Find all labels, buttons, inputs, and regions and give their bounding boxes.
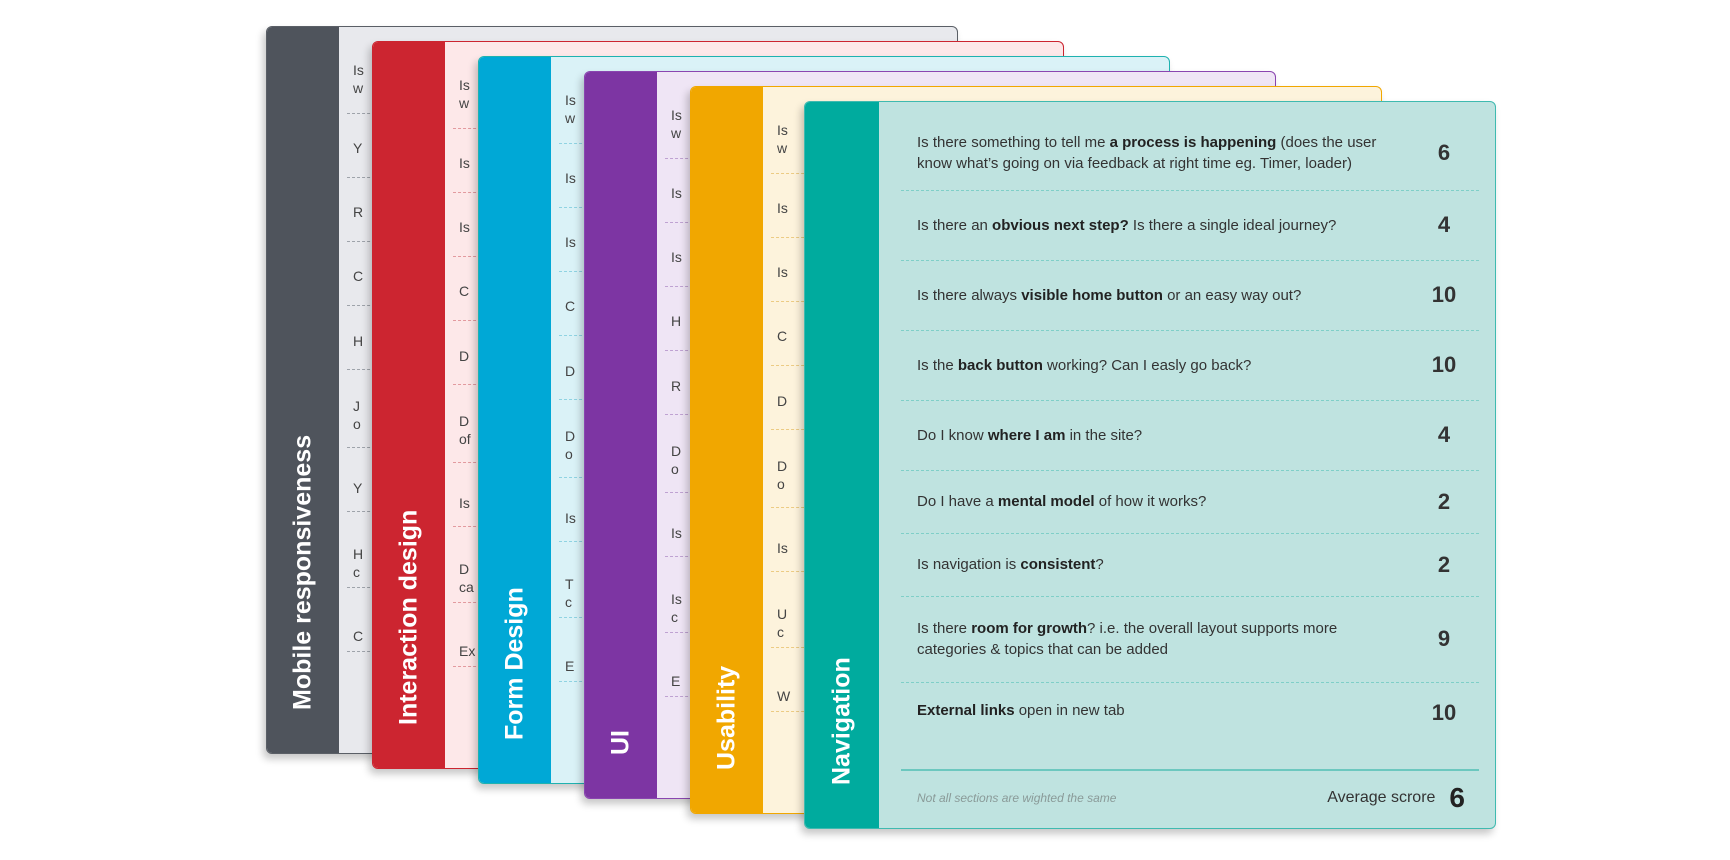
hidden-question-fragment: Is — [777, 122, 788, 138]
question-row — [901, 470, 1479, 534]
question-score: 2 — [1437, 551, 1451, 577]
hidden-question-fragment: c — [353, 564, 360, 580]
hidden-question-fragment: o — [777, 476, 785, 492]
hidden-question-fragment: U — [777, 606, 788, 622]
hidden-question-fragment: of — [459, 431, 471, 447]
hidden-question-fragment: C — [353, 628, 364, 644]
average-score-label: Average scrore — [1327, 789, 1436, 806]
card-navigation[interactable] — [804, 101, 1496, 829]
card-tab — [691, 87, 763, 813]
question-score: 9 — [1437, 626, 1451, 651]
hidden-question-fragment: w — [565, 110, 576, 126]
question-score: 10 — [1431, 282, 1457, 307]
question-score: 6 — [1437, 140, 1451, 165]
question-text: Is there always visible home button or an easy way out? — [917, 286, 1302, 304]
question-text: External links open in new tab — [917, 702, 1125, 719]
question-score: 2 — [1437, 488, 1451, 514]
hidden-question-fragment: T — [565, 576, 574, 592]
hidden-question-fragment: Is — [777, 540, 788, 556]
card-tab — [479, 57, 551, 783]
card-tab — [805, 102, 879, 828]
hidden-question-fragment: c — [565, 594, 572, 610]
hidden-question-fragment: Is — [565, 510, 576, 526]
hidden-question-fragment: Is — [565, 234, 576, 250]
hidden-question-fragment: w — [777, 140, 788, 156]
hidden-question-fragment: Is — [777, 200, 788, 216]
question-text: Is the back button working? Can I easly go back? — [917, 356, 1252, 374]
hidden-question-fragment: D — [459, 561, 470, 577]
hidden-question-fragment: W — [777, 688, 791, 704]
hidden-question-fragment: Is — [459, 77, 470, 93]
question-score: 10 — [1431, 700, 1457, 725]
card-title: Mobile responsiveness — [288, 434, 317, 710]
question-row — [901, 330, 1479, 401]
hidden-question-fragment: o — [671, 461, 679, 477]
hidden-question-fragment: Is — [459, 495, 470, 511]
hidden-question-fragment: Is — [565, 92, 576, 108]
hidden-question-fragment: w — [459, 95, 470, 111]
question-row — [901, 260, 1479, 331]
hidden-question-fragment: Is — [565, 170, 576, 186]
question-score: 10 — [1431, 352, 1457, 377]
question-text: Is there an obvious next step? Is there a single ideal journey? — [917, 216, 1337, 234]
card-title: Form Design — [500, 587, 529, 740]
hidden-question-fragment: Is — [777, 264, 788, 280]
card-title: Interaction design — [394, 509, 423, 725]
hidden-question-fragment: o — [565, 446, 573, 462]
hidden-question-fragment: R — [671, 378, 682, 394]
hidden-question-fragment: D — [777, 393, 788, 409]
hidden-question-fragment: ca — [459, 579, 474, 595]
hidden-question-fragment: D — [671, 443, 682, 459]
card-title: Usability — [712, 665, 741, 770]
card-title: Navigation — [827, 657, 856, 785]
question-text: Do I have a mental model of how it works? — [917, 493, 1207, 510]
hidden-question-fragment: D — [459, 413, 470, 429]
card-title: UI — [606, 730, 635, 755]
hidden-question-fragment: H — [353, 546, 364, 562]
question-row — [901, 533, 1479, 597]
hidden-question-fragment: C — [459, 283, 470, 299]
hidden-question-fragment: c — [671, 609, 678, 625]
hidden-question-fragment: R — [353, 204, 364, 220]
hidden-question-fragment: c — [777, 624, 784, 640]
hidden-question-fragment: D — [565, 428, 576, 444]
hidden-question-fragment: D — [777, 458, 788, 474]
question-text: Is there room for growth? i.e. the overall layout supports more categories & topics that can be added — [917, 620, 1338, 658]
hidden-question-fragment: Is — [671, 185, 682, 201]
card-tab — [373, 42, 445, 768]
hidden-question-fragment: w — [671, 125, 682, 141]
hidden-question-fragment: C — [565, 298, 576, 314]
hidden-question-fragment: Y — [353, 480, 363, 496]
question-text: Is there something to tell me a process is happening (does the user know what’s going on via feedback at right time eg. Timer, loader) — [917, 134, 1377, 172]
card-tab — [267, 27, 339, 753]
hidden-question-fragment: Is — [671, 107, 682, 123]
hidden-question-fragment: Is — [353, 62, 364, 78]
hidden-question-fragment: C — [353, 268, 364, 284]
hidden-question-fragment: Is — [671, 525, 682, 541]
question-score: 4 — [1437, 422, 1451, 447]
question-row — [901, 596, 1479, 683]
hidden-question-fragment: J — [353, 398, 360, 414]
card-footer — [917, 778, 1465, 818]
hidden-question-fragment: Ex — [459, 643, 476, 659]
hidden-question-fragment: E — [671, 673, 681, 689]
question-row — [901, 190, 1479, 261]
hidden-question-fragment: D — [459, 348, 470, 364]
card-tab — [585, 72, 657, 798]
weighting-note: Not all sections are wighted the same — [917, 791, 1117, 805]
hidden-question-fragment: Is — [459, 155, 470, 171]
question-row — [901, 400, 1479, 471]
hidden-question-fragment: D — [565, 363, 576, 379]
hidden-question-fragment: Is — [671, 249, 682, 265]
hidden-question-fragment: C — [777, 328, 788, 344]
question-score: 4 — [1437, 212, 1451, 237]
question-row — [901, 682, 1479, 771]
hidden-question-fragment: Y — [353, 140, 363, 156]
hidden-question-fragment: E — [565, 658, 575, 674]
average-score-value: 6 — [1449, 782, 1465, 813]
question-text: Is navigation is consistent? — [917, 556, 1104, 573]
question-text: Do I know where I am in the site? — [917, 426, 1143, 444]
question-row — [901, 116, 1479, 191]
hidden-question-fragment: H — [353, 333, 364, 349]
hidden-question-fragment: Is — [459, 219, 470, 235]
hidden-question-fragment: w — [353, 80, 364, 96]
hidden-question-fragment: Is — [671, 591, 682, 607]
hidden-question-fragment: o — [353, 416, 361, 432]
hidden-question-fragment: H — [671, 313, 682, 329]
